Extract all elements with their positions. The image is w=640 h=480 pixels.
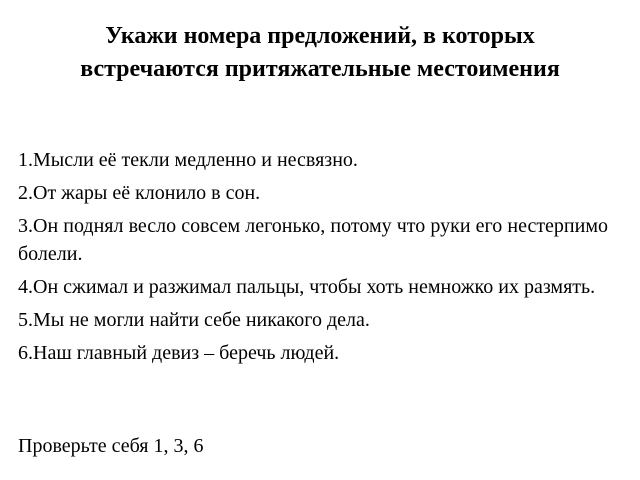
page-title: Укажи номера предложений, в которых встречаются притяжательные местоимения [80,23,560,82]
sentence-item: 1.Мысли её текли медленно и несвязно. [18,149,358,171]
sentence-item: 3.Он поднял весло совсем легонько, потому что руки его нестерпимо болели. [18,215,608,265]
sentence-item: 5.Мы не могли найти себе никакого дела. [18,309,370,331]
sentence-list [18,146,608,372]
answer-text: Проверьте себя 1, 3, 6 [18,435,204,457]
sentence-item: 2.От жары её клонило в сон. [18,182,261,204]
sentence-item: 6.Наш главный девиз – беречь людей. [18,342,340,364]
sentence-item: 4.Он сжимал и разжимал пальцы, чтобы хоть немножко их размять. [18,276,596,298]
